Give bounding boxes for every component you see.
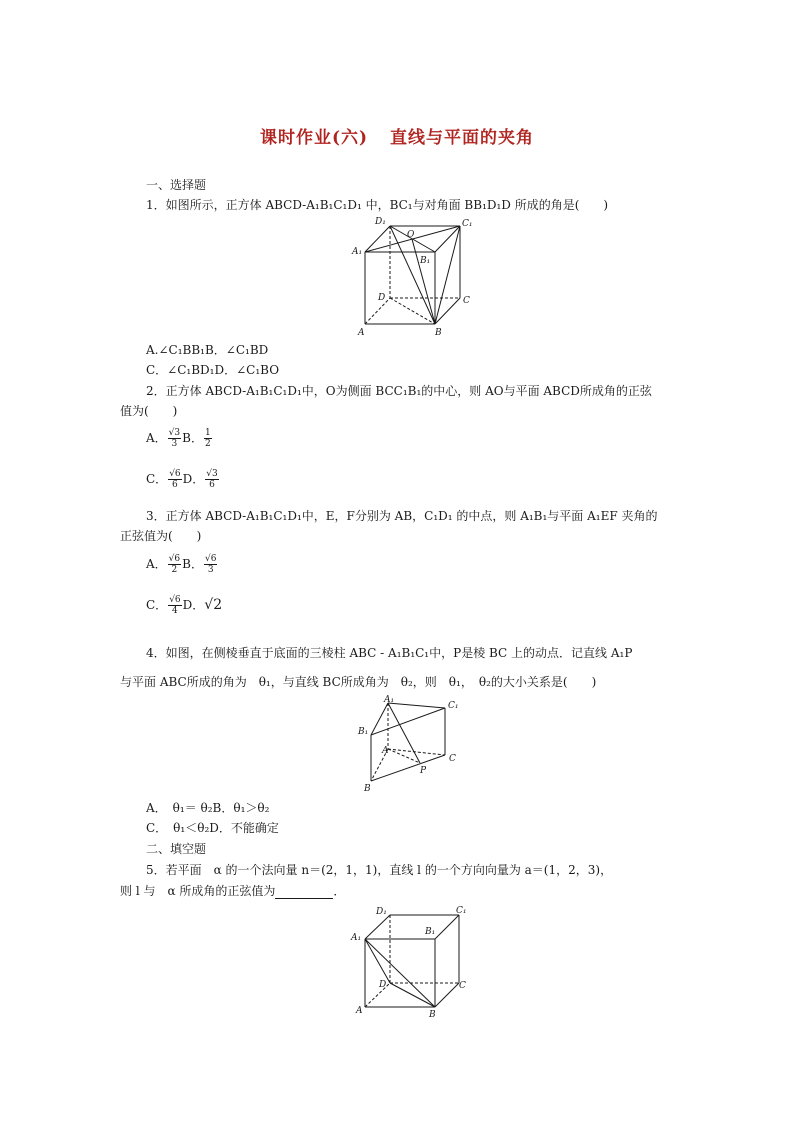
q4-label-p: P [420, 766, 427, 776]
q1-label-d1: D₁ [375, 217, 386, 227]
q4-label-b1: B₁ [358, 727, 369, 737]
q3-option-a-fraction: $\frac{√6}{2}$ [168, 554, 181, 575]
q3-stem-line2: 正弦值为( ) [120, 529, 202, 543]
q5-stem-line1: 5．若平面 α 的一个法向量 n＝(2，1，1)，直线 l 的一个方向向量为 a＝(1，2，3)， [146, 863, 613, 877]
q4-label-a1: A₁ [384, 695, 395, 705]
title-sub: 直线与平面的夹角 [390, 128, 535, 148]
section-heading-choice: 一、选择题 [146, 178, 207, 192]
q1-label-b1: B₁ [420, 256, 431, 266]
q5-label-b: B [429, 1010, 436, 1020]
q5-label-c1: C₁ [456, 906, 467, 916]
q4-prism-figure [355, 695, 465, 795]
q5-label-a: A [356, 1006, 363, 1016]
q5-label-c: C [459, 981, 466, 991]
q3-options-ab: A． $\frac{√6}{2}$ B． $\frac{√6}{3}$ [146, 554, 217, 575]
q2-stem-line1: 2．正方体 ABCD-A₁B₁C₁D₁中，O为侧面 BCC₁B₁的中心，则 AO与平面 ABCD所成角的正弦 [146, 384, 652, 398]
q1-options-cd: C．∠C₁BD₁D．∠C₁BO [146, 363, 280, 377]
q5-label-d1: D₁ [376, 907, 387, 917]
q5-label-a1: A₁ [351, 933, 362, 943]
q3-options-cd: C． $\frac{√6}{4}$ D．√2 [146, 595, 223, 616]
q2-option-b-fraction: $\frac{1}{2}$ [204, 428, 211, 449]
q4-label-a: A [382, 746, 389, 756]
q4-options-cd: C． θ₁＜θ₂D．不能确定 [146, 821, 279, 835]
page-title [0, 123, 794, 148]
q3-option-c-fraction: $\frac{√6}{4}$ [169, 595, 181, 616]
q1-label-b: B [435, 328, 442, 338]
q1-label-c: C [463, 296, 470, 306]
q4-label-b: B [364, 784, 371, 794]
q2-option-a-fraction: $\frac{√3}{3}$ [168, 428, 181, 449]
q3-stem-line1: 3．正方体 ABCD-A₁B₁C₁D₁中，E，F分别为 AB，C₁D₁ 的中点，则 A₁B₁与平面 A₁EF 夹角的 [146, 509, 658, 523]
q4-stem-line2: 与平面 ABC所成的角为 θ₁，与直线 BC所成角为 θ₂，则 θ₁， θ₂的大小关系是( ) [120, 675, 597, 689]
q2-options-cd: C． $\frac{√6}{6}$ D． $\frac{√3}{6}$ [146, 469, 218, 490]
q5-label-b1: B₁ [425, 927, 436, 937]
section-heading-fill: 二、填空题 [146, 842, 207, 856]
q1-stem: 1．如图所示，正方体 ABCD-A₁B₁C₁D₁ 中，BC₁与对角面 BB₁D₁D 所成的角是( ) [146, 198, 609, 212]
q2-option-c-fraction: $\frac{√6}{6}$ [169, 469, 181, 490]
q2-stem-line2: 值为( ) [120, 404, 178, 418]
q1-label-o: O [407, 230, 415, 240]
q2-option-d-fraction: $\frac{√3}{6}$ [206, 469, 218, 490]
q1-label-a: A [358, 328, 365, 338]
q5-cube-figure [345, 903, 475, 1021]
title-main: 课时作业(六) [259, 128, 369, 148]
q4-label-c1: C₁ [448, 701, 459, 711]
q5-label-d: D [379, 980, 387, 990]
q1-label-a1: A₁ [352, 247, 363, 257]
q2-options-ab: A． $\frac{√3}{3}$ B． $\frac{1}{2}$ [146, 428, 211, 449]
q4-stem-line1: 4．如图，在侧棱垂直于底面的三棱柱 ABC - A₁B₁C₁中，P是棱 BC 上的动点．记直线 A₁P [146, 646, 633, 660]
q4-label-c: C [449, 754, 456, 764]
q5-stem-line2: 则 l 与 α 所成角的正弦值为 ． [120, 884, 346, 898]
q4-options-ab: A． θ₁＝ θ₂B．θ₁＞θ₂ [146, 801, 270, 815]
q3-option-d-value: √2 [204, 597, 223, 613]
q1-options-ab: A.∠C₁BB₁B．∠C₁BD [146, 343, 269, 357]
q3-option-b-fraction: $\frac{√6}{3}$ [204, 554, 217, 575]
q1-label-d: D [378, 293, 386, 303]
q1-cube-figure [350, 212, 475, 340]
q1-label-c1: C₁ [462, 219, 473, 229]
q5-answer-blank[interactable] [275, 886, 333, 899]
